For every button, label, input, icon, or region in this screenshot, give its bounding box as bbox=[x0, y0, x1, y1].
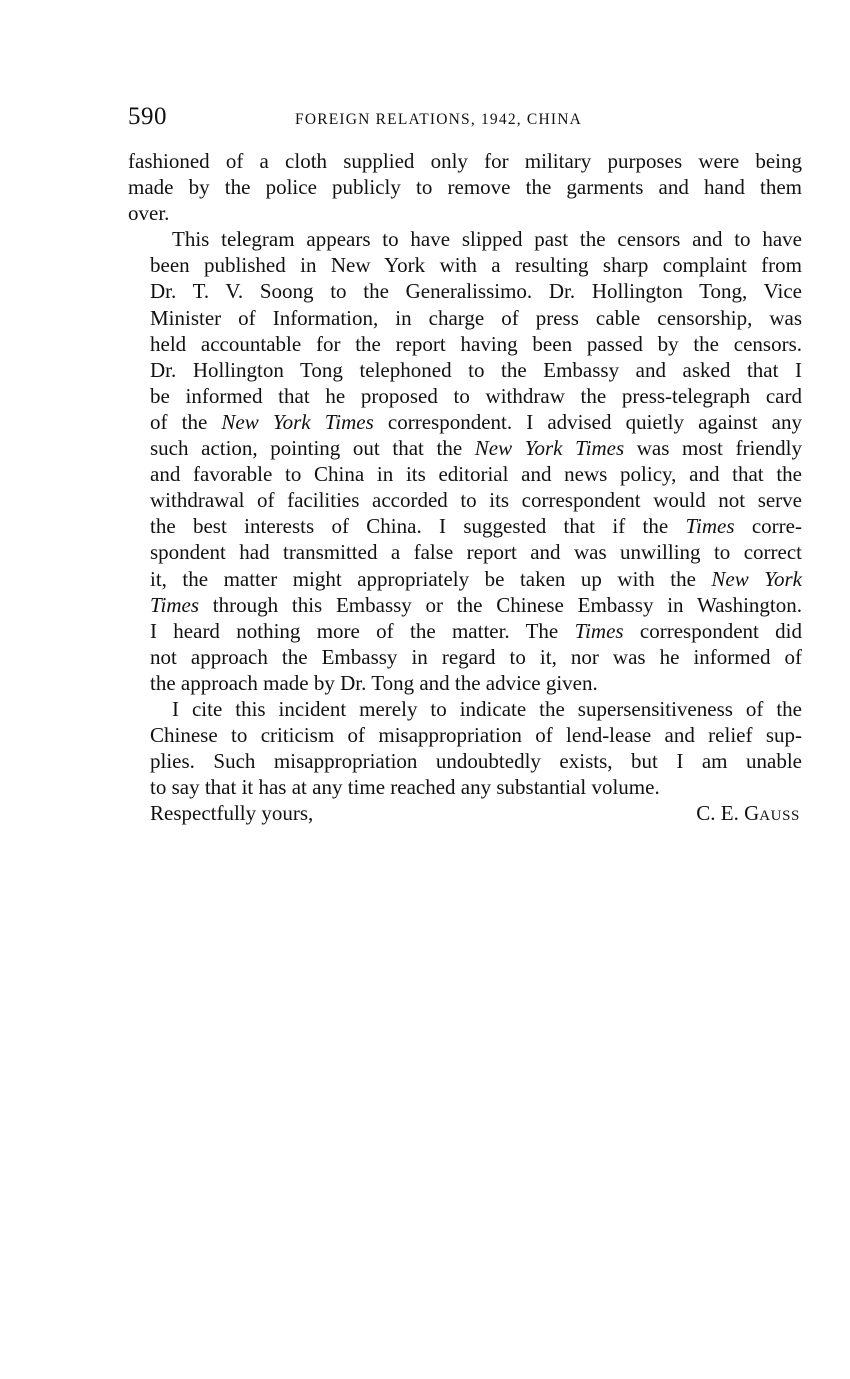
text-run: I heard nothing more of the matter. The bbox=[150, 618, 575, 643]
text-run: held accountable for the report having been passed by the censors. bbox=[150, 331, 802, 356]
text-line bbox=[128, 670, 802, 696]
text-run: be informed that he proposed to withdraw the press-telegraph card bbox=[150, 383, 802, 408]
italic-text: New York bbox=[711, 566, 802, 591]
text-run: made by the police publicly to remove the garments and hand them bbox=[128, 175, 802, 200]
text-line bbox=[128, 696, 802, 722]
text-run: over. bbox=[128, 201, 170, 226]
text-run: Chinese to criticism of misappropriation of lend-lease and relief sup- bbox=[150, 723, 802, 748]
text-line bbox=[128, 331, 802, 357]
paragraph bbox=[128, 696, 802, 800]
italic-text: Times bbox=[685, 514, 735, 539]
running-title: FOREIGN RELATIONS, 1942, CHINA bbox=[295, 111, 583, 128]
text-run: and favorable to China in its editorial and news policy, and that the bbox=[150, 462, 802, 487]
text-run: such action, pointing out that the bbox=[150, 436, 475, 461]
complimentary-close: Respectfully yours, bbox=[150, 801, 314, 826]
text-run: corre- bbox=[734, 514, 802, 539]
document-page bbox=[128, 100, 802, 826]
paragraph bbox=[128, 148, 802, 226]
text-line bbox=[128, 435, 802, 461]
signature-surname-rest: AUSS bbox=[759, 808, 800, 825]
paragraph bbox=[128, 226, 802, 696]
text-run: correspondent did bbox=[623, 618, 803, 643]
text-run: not approach the Embassy in regard to it, nor was he informed of bbox=[150, 644, 802, 669]
text-line bbox=[128, 226, 802, 252]
text-run: correspondent. I advised quietly against any bbox=[373, 409, 803, 434]
text-run: Dr. T. V. Soong to the Generalissimo. Dr. Hollington Tong, Vice bbox=[150, 279, 802, 304]
text-line bbox=[128, 174, 802, 200]
text-run: Dr. Hollington Tong telephoned to the Embassy and asked that I bbox=[150, 357, 802, 382]
text-line bbox=[128, 357, 802, 383]
text-run: through this Embassy or the Chinese Embassy in Washington. bbox=[199, 592, 802, 617]
text-line bbox=[128, 252, 802, 278]
italic-text: New York Times bbox=[474, 436, 625, 461]
text-run: I cite this incident merely to indicate the supersensitiveness of the bbox=[172, 696, 802, 721]
text-line bbox=[128, 409, 802, 435]
text-line bbox=[128, 618, 802, 644]
text-line bbox=[128, 592, 802, 618]
closing bbox=[128, 800, 802, 826]
text-line bbox=[128, 722, 802, 748]
text-run: it, the matter might appropriately be taken up with the bbox=[150, 566, 712, 591]
text-run: the approach made by Dr. Tong and the advice given. bbox=[150, 670, 598, 695]
text-run: This telegram appears to have slipped past the censors and to have bbox=[172, 227, 802, 252]
text-line bbox=[128, 148, 802, 174]
running-head bbox=[128, 100, 802, 134]
text-run: was most friendly bbox=[624, 436, 802, 461]
text-run: spondent had transmitted a false report and was unwilling to correct bbox=[150, 540, 802, 565]
signature-initials: C. E. G bbox=[696, 801, 760, 826]
text-line bbox=[128, 539, 802, 565]
signature bbox=[696, 800, 800, 829]
text-run: to say that it has at any time reached any substantial volume. bbox=[150, 775, 660, 800]
text-line bbox=[128, 748, 802, 774]
text-line bbox=[128, 305, 802, 331]
text-line bbox=[128, 487, 802, 513]
text-line bbox=[128, 461, 802, 487]
italic-text: Times bbox=[150, 592, 200, 617]
text-run: of the bbox=[150, 409, 222, 434]
italic-text: Times bbox=[574, 618, 624, 643]
text-line bbox=[128, 774, 802, 800]
text-run: withdrawal of facilities accorded to its correspondent would not serve bbox=[150, 488, 802, 513]
text-run: Minister of Information, in charge of press cable censorship, was bbox=[150, 305, 802, 330]
italic-text: New York Times bbox=[221, 409, 374, 434]
text-line bbox=[128, 644, 802, 670]
text-run: been published in New York with a resulting sharp complaint from bbox=[150, 253, 802, 278]
text-line bbox=[128, 566, 802, 592]
page-number: 590 bbox=[128, 103, 167, 130]
text-line bbox=[128, 513, 802, 539]
body-text bbox=[128, 148, 802, 800]
text-line bbox=[128, 383, 802, 409]
text-run: the best interests of China. I suggested that if the bbox=[150, 514, 686, 539]
text-line bbox=[128, 278, 802, 304]
text-run: plies. Such misappropriation undoubtedly exists, but I am unable bbox=[150, 749, 802, 774]
text-run: fashioned of a cloth supplied only for military purposes were being bbox=[128, 149, 802, 173]
text-line bbox=[128, 200, 802, 226]
